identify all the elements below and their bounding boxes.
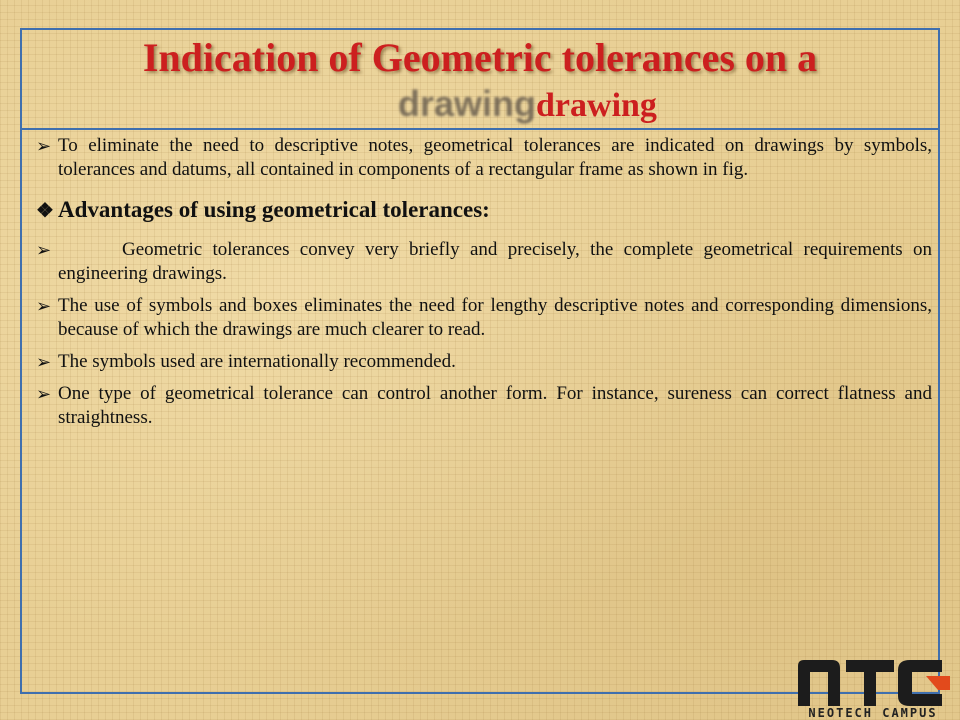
bullet-item [36,350,932,374]
bullet-text: The symbols used are internationally recommended. [58,351,456,372]
arrow-bullet-icon: ➢ [36,240,52,260]
heading-text: Advantages of using geometrical tolerances: [58,197,490,222]
title-word: drawing [536,87,657,124]
arrow-bullet-icon: ➢ [36,136,52,156]
slide-content [36,134,932,438]
bullet-item [36,382,932,430]
bullet-item [36,134,932,182]
bullet-text: The use of symbols and boxes eliminates the need for lengthy descriptive notes and corresponding dimensions, because of which the drawings are much clearer to read. [58,295,932,340]
ntc-logo [792,656,954,720]
logo-subtitle: NEOTECH CAMPUS [808,706,938,720]
bullet-text: Geometric tolerances convey very briefly and precisely, the complete geometrical requirements on engineering drawings. [58,239,932,284]
slide-title-line2 [398,84,657,126]
bullet-text: To eliminate the need to descriptive notes, geometrical tolerances are indicated on drawings by symbols, tolerances and datums, all contained in components of a rectangular frame as shown in fig. [58,135,932,180]
diamond-bullet-icon: ❖ [36,200,54,222]
bullet-text: One type of geometrical tolerance can control another form. For instance, sureness can correct flatness and straightness. [58,383,932,428]
ntc-logo-mark [792,656,954,708]
title-box [20,28,940,130]
bullet-item [36,238,932,286]
title-shadow-text: drawing [398,83,537,124]
bullet-item [36,294,932,342]
arrow-bullet-icon: ➢ [36,352,52,372]
arrow-bullet-icon: ➢ [36,384,52,404]
arrow-bullet-icon: ➢ [36,296,52,316]
slide-title: Indication of Geometric tolerances on a [142,35,818,80]
section-heading [36,196,932,224]
